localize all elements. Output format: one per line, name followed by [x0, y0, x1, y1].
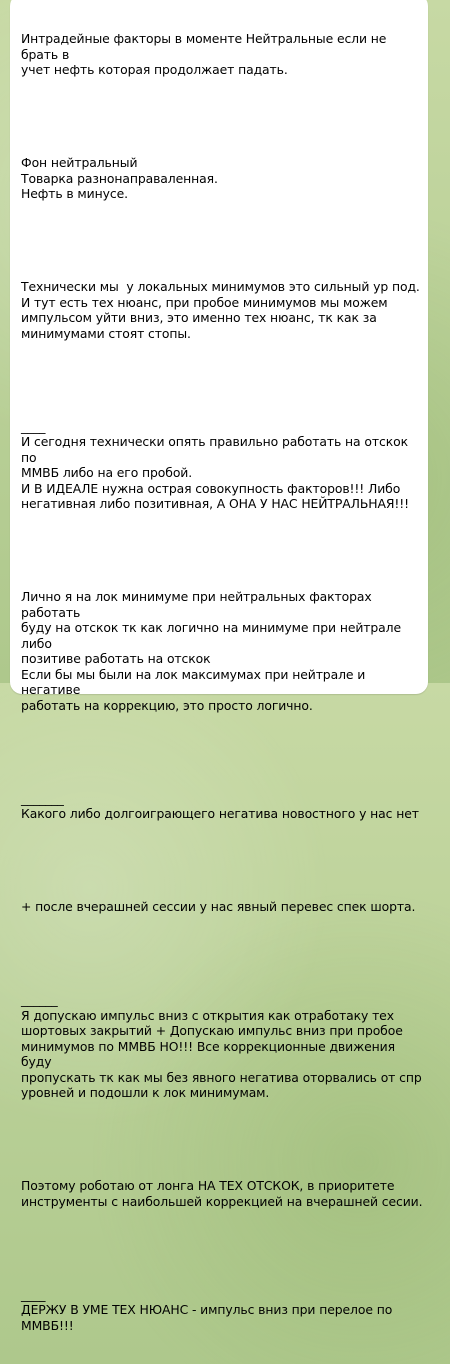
paragraph-session: + после вчерашней сессии у нас явный перевес спек шорта. — [21, 899, 416, 914]
paragraph-today-plan: ____ И сегодня технически опять правильно работать на отскок по ММВБ либо на его пробой. И В ИДЕАЛЕ нужна острая совокупность факторов!!! Либо негативная либо позитивная, А ОНА У НАС НЕЙТРАЛЬНАЯ!!! — [21, 418, 409, 511]
paragraph-intraday-factors: Интрадейные факторы в моменте Нейтральные если не брать в учет нефть которая продолжает падать. — [21, 31, 387, 77]
paragraph-personal-approach: Лично я на лок минимуме при нейтральных факторах работать буду на отскок тк как логично на минимуме при нейтрале либо позитиве работать на отскок Если бы мы были на лок максимумах при нейтрале и негативе работать на коррекцию, это просто логично. — [21, 589, 402, 713]
paragraph-impulse: ______ Я допускаю импульс вниз с открытия как отработаку тех шортовых закрытий + Допускаю импульс вниз при пробое минимумов по ММВБ НО!!! Все коррекционные движения буду пропускать тк как мы без явного негатива оторвались от спр уровней и подошли к лок минимумам. — [21, 992, 422, 1100]
paragraph-news: _______ Какого либо долгоиграющего негатива новостного у нас нет — [21, 790, 419, 821]
paragraph-technical: Технически мы у локальных минимумов это сильный ур под. И тут есть тех нюанс, при пробое минимумов мы можем импульсом уйти вниз, это именно тех нюанс, тк как за минимумами стоят стопы. — [21, 279, 420, 341]
message-text — [21, 0, 426, 1364]
paragraph-long-work: Поэтому роботаю от лонга НА ТЕХ ОТСКОК, в приоритете инструменты с наибольшей коррекцией на вчерашней сесии. — [21, 1178, 423, 1209]
paragraph-keep-in-mind: ____ ДЕРЖУ В УМЕ ТЕХ НЮАНС - импульс вниз при перелое по ММВБ!!! — [21, 1286, 393, 1333]
paragraph-background: Фон нейтральный Товарка разнонаправаленная. Нефть в минусе. — [21, 155, 218, 201]
